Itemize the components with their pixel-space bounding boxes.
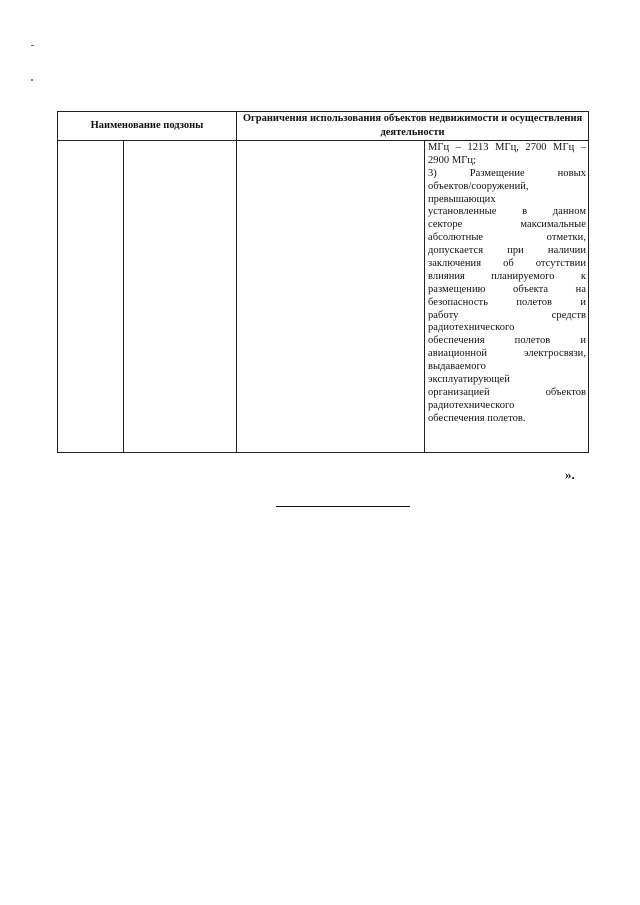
closing-quote: ». bbox=[565, 467, 575, 482]
restriction-line: авиационной электросвязи, bbox=[428, 348, 587, 360]
table-row bbox=[58, 141, 589, 453]
header-subzone-name: Наименование подзоны bbox=[58, 112, 237, 141]
restriction-line: эксплуатирующей bbox=[428, 374, 510, 386]
restriction-line: допускается при наличии bbox=[428, 245, 587, 257]
cell-restriction-text bbox=[425, 141, 589, 453]
table-header-row bbox=[58, 112, 589, 141]
restriction-line: МГц – 1213 МГц, 2700 МГц – bbox=[428, 142, 587, 153]
restriction-line: радиотехнического bbox=[428, 322, 515, 334]
cell-empty-3 bbox=[237, 141, 425, 453]
restriction-line: заключения об отсутствии bbox=[428, 258, 587, 270]
restriction-line: установленные в данном bbox=[428, 206, 587, 218]
restriction-line: секторе максимальные bbox=[428, 219, 587, 231]
restriction-line: организацией объектов bbox=[428, 386, 587, 398]
restriction-line: обеспечения полетов. bbox=[428, 412, 526, 424]
restriction-line: абсолютные отметки, bbox=[428, 232, 587, 244]
cell-empty-1 bbox=[58, 141, 124, 453]
restriction-line: работу средств bbox=[428, 309, 587, 321]
restriction-line: размещению объекта на bbox=[428, 283, 587, 295]
restriction-line: 2900 МГц; bbox=[428, 154, 477, 166]
restriction-line: превышающих bbox=[428, 193, 496, 205]
restriction-text bbox=[425, 141, 588, 428]
end-rule bbox=[276, 506, 410, 507]
restriction-line: объектов/сооружений, bbox=[428, 180, 529, 192]
restriction-line: безопасность полетов и bbox=[428, 296, 587, 308]
restriction-line: 3) Размещение новых bbox=[428, 167, 587, 179]
restriction-line: влияния планируемого к bbox=[428, 270, 587, 282]
restrictions-table bbox=[57, 111, 589, 453]
header-restrictions: Ограничения использования объектов недвижимости и осуществления деятельности bbox=[237, 112, 589, 141]
cell-empty-2 bbox=[124, 141, 237, 453]
restriction-line: выдаваемого bbox=[428, 361, 486, 373]
scan-speck bbox=[31, 45, 34, 46]
restriction-line: обеспечения полетов и bbox=[428, 335, 587, 347]
scan-speck bbox=[31, 79, 33, 81]
restriction-line: радиотехнического bbox=[428, 399, 515, 411]
